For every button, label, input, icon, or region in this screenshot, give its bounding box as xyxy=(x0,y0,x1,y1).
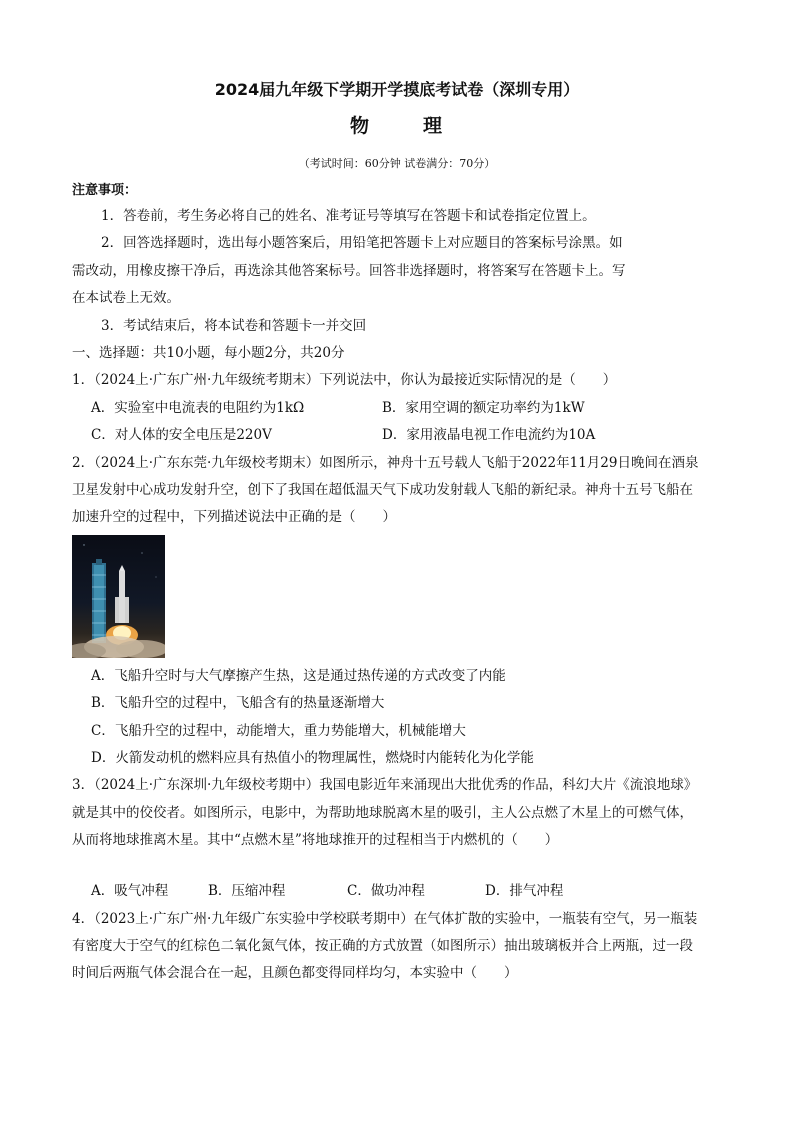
q2-option-d: D．火箭发动机的燃料应具有热值小的物理属性，燃烧时内能转化为化学能 xyxy=(91,750,534,766)
q2-option-b: B．飞船升空的过程中，飞船含有的热量逐渐增大 xyxy=(91,695,385,711)
q4-stem-line-1: 4．（2023上·广东广州·九年级广东实验中学校联考期中）在气体扩散的实验中，一瓶装有空气，另一瓶装 xyxy=(72,911,698,927)
q2-option-a: A．飞船升空时与大气摩擦产生热，这是通过热传递的方式改变了内能 xyxy=(91,668,506,684)
exam-title: 2024届九年级下学期开学摸底考试卷（深圳专用） xyxy=(214,80,580,99)
section-heading: 一、选择题：共10小题，每小题2分，共20分 xyxy=(72,345,345,361)
q4-stem-line-2: 有密度大于空气的红棕色二氧化氮气体，按正确的方式放置（如图所示）抽出玻璃板并合上两瓶，过一段 xyxy=(72,938,693,954)
rocket-launch-illustration xyxy=(72,535,165,658)
q2-stem-line-3: 加速升空的过程中，下列描述说法中正确的是（ ） xyxy=(72,509,396,525)
q3-option-b: B．压缩冲程 xyxy=(208,883,286,899)
q1-option-c: C．对人体的安全电压是220V xyxy=(91,427,272,443)
notice-item-1: 1．答卷前，考生务必将自己的姓名、准考证号等填写在答题卡和试卷指定位置上。 xyxy=(101,208,596,224)
q3-option-d: D．排气冲程 xyxy=(485,883,564,899)
subject-char-1: 物 xyxy=(349,115,371,137)
rocket-launch-photo xyxy=(72,535,165,658)
q1-option-a: A．实验室中电流表的电阻约为1kΩ xyxy=(91,400,305,416)
q2-option-c: C．飞船升空的过程中，动能增大，重力势能增大，机械能增大 xyxy=(91,723,466,739)
q1-option-d: D．家用液晶电视工作电流约为10A xyxy=(382,427,596,443)
notice-item-3: 3．考试结束后，将本试卷和答题卡一并交回 xyxy=(101,318,367,334)
q1-stem: 1．（2024上·广东广州·九年级统考期末）下列说法中，你认为最接近实际情况的是（ ） xyxy=(72,372,617,388)
q3-option-c: C．做功冲程 xyxy=(347,883,425,899)
notice-heading: 注意事项： xyxy=(72,183,138,198)
subject-title xyxy=(0,116,794,136)
q3-stem-line-1: 3．（2024上·广东深圳·九年级校考期中）我国电影近年来涌现出大批优秀的作品，科幻大片《流浪地球》 xyxy=(72,777,698,793)
notice-item-2-line-1: 2．回答选择题时，选出每小题答案后，用铅笔把答题卡上对应题目的答案标号涂黑。如 xyxy=(101,235,623,251)
notice-item-2-line-2: 需改动，用橡皮擦干净后，再选涂其他答案标号。回答非选择题时，将答案写在答题卡上。写 xyxy=(72,263,626,279)
q2-stem-line-2: 卫星发射中心成功发射升空，创下了我国在超低温天气下成功发射载人飞船的新纪录。神舟十五号飞船在 xyxy=(72,482,693,498)
exam-info: （考试时间：60分钟 试卷满分：70分） xyxy=(298,157,496,170)
notice-item-2-line-3: 在本试卷上无效。 xyxy=(72,290,180,306)
q3-stem-line-3: 从而将地球推离木星。其中“点燃木星”将地球推开的过程相当于内燃机的（ ） xyxy=(72,832,559,848)
q1-option-b: B．家用空调的额定功率约为1kW xyxy=(382,400,585,416)
q4-stem-line-3: 时间后两瓶气体会混合在一起，且颜色都变得同样均匀，本实验中（ ） xyxy=(72,965,518,981)
q2-stem-line-1: 2．（2024上·广东东莞·九年级校考期末）如图所示，神舟十五号载人飞船于2022年11月29日晚间在酒泉 xyxy=(72,455,699,471)
q3-option-a: A．吸气冲程 xyxy=(91,883,169,899)
q3-stem-line-2: 就是其中的佼佼者。如图所示，电影中，为帮助地球脱离木星的吸引，主人公点燃了木星上的可燃气体， xyxy=(72,805,693,821)
subject-char-2: 理 xyxy=(423,115,445,137)
